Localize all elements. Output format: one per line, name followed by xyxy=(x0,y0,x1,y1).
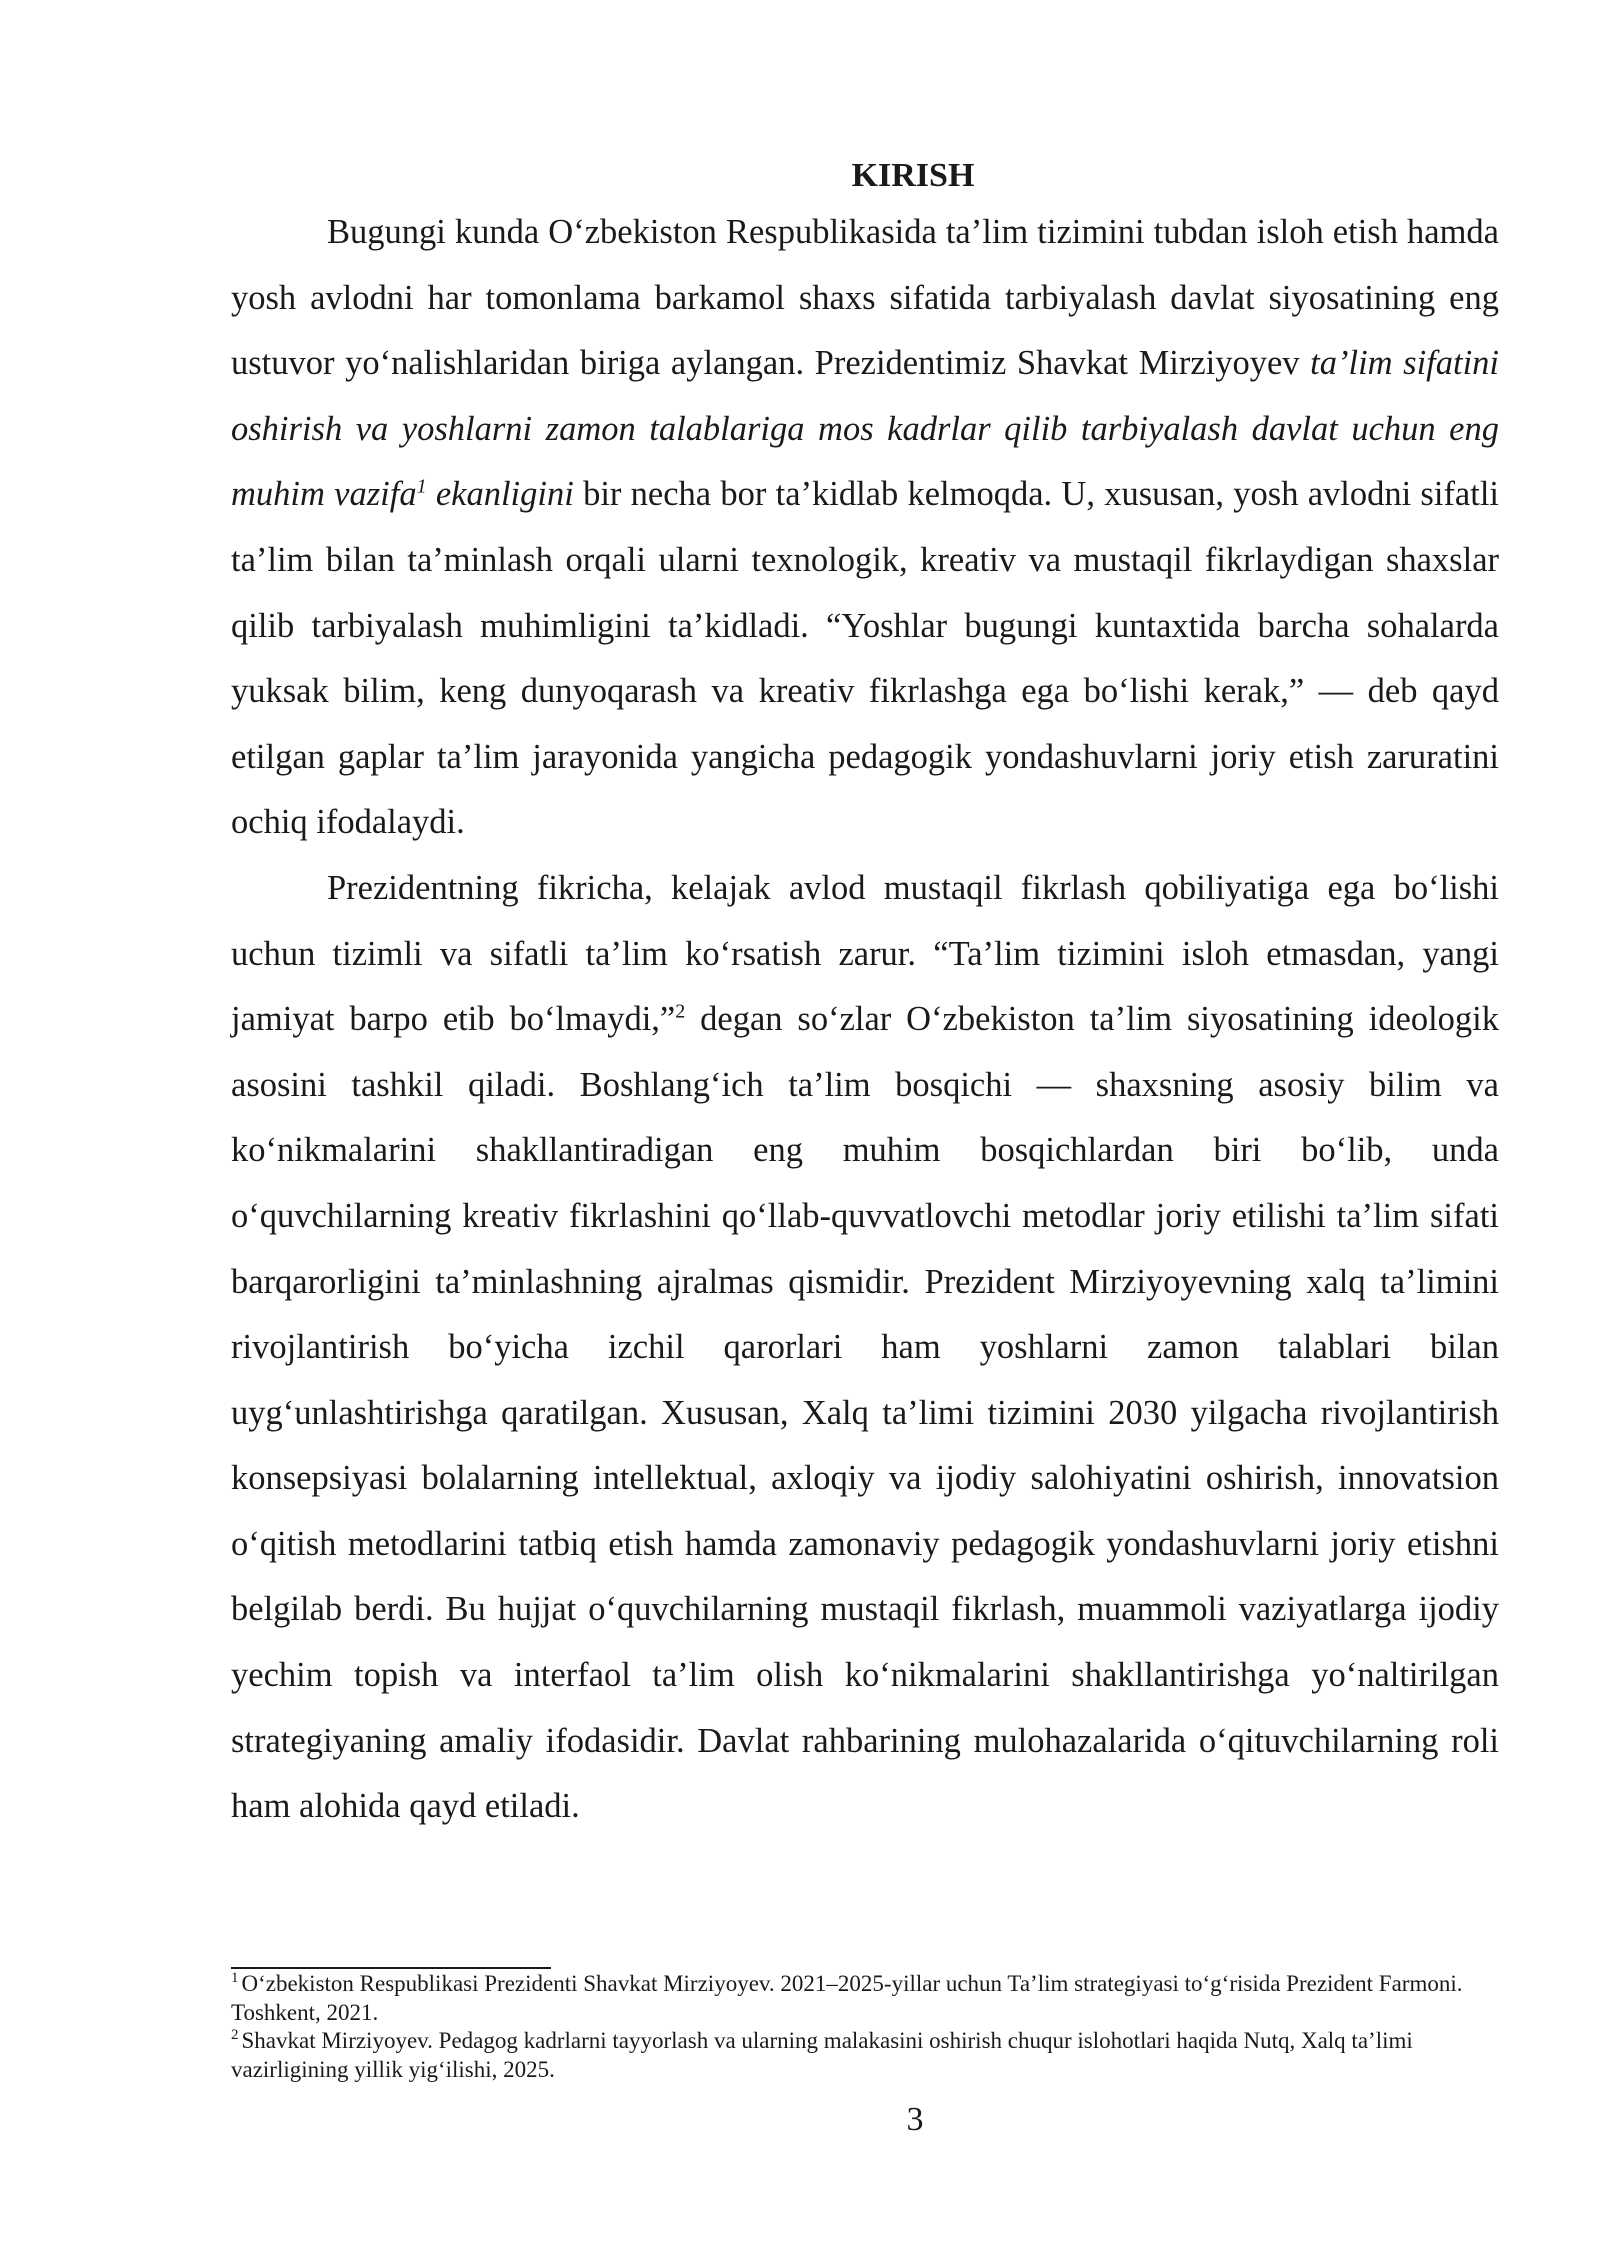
footnote-2 xyxy=(231,2027,1499,2084)
paragraph-1-text-b: bir necha bor ta’kidlab kelmoqda. U, xususan, yosh avlodni sifatli ta’lim bilan ta’minlash orqali ularni texnologik, kreativ va mustaqil fikrlaydigan shaxslar qilib tarbiyalash muhimligini ta’kidladi. “Yoshlar bugungi kuntaxtida barcha sohalarda yuksak bilim, keng dunyoqarash va kreativ fikrlashga ega bo‘lishi kerak,” — deb qayd etilgan gaplar ta’lim jarayonida yangicha pedagogik yondashuvlarni joriy etish zaruratini ochiq ifodalaydi. xyxy=(231,475,1500,842)
paragraph-1-text-a: Bugungi kunda O‘zbekiston Respublikasida ta’lim tizimini tubdan isloh etish hamda yosh avlodni har tomonlama barkamol shaxs sifatida tarbiyalash davlat siyosatining eng ustuvor yo‘nalishlaridan biriga aylangan. Prezidentimiz Shavkat Mirziyoyev xyxy=(231,213,1499,383)
footnote-ref-1[interactable]: 1 xyxy=(416,475,427,498)
page-number: 3 xyxy=(906,2101,924,2138)
footnote-separator xyxy=(231,1967,551,1969)
body-text xyxy=(231,152,1499,1840)
paragraph-2 xyxy=(231,856,1499,1840)
footnote-1 xyxy=(231,1970,1499,2027)
paragraph-2-text-b: degan so‘zlar O‘zbekiston ta’lim siyosatining ideologik asosini tashkil qiladi. Boshlang‘ich ta’lim bosqichi — shaxsning asosiy bilim va ko‘nikmalarini shakllantiradigan eng muhim bosqichlardan biri bo‘lib, unda o‘quvchilarning kreativ fikrlashini qo‘llab-quvvatlovchi metodlar joriy etilishi ta’lim sifati barqarorligini ta’minlashning ajralmas qismidir. Prezident Mirziyoyevning xalq ta’limini rivojlantirish bo‘yicha izchil qarorlari ham yoshlarni zamon talablari bilan uyg‘unlashtirishga qaratilgan. Xususan, Xalq ta’limi tizimini 2030 yilgacha rivojlantirish konsepsiyasi bolalarning intellektual, axloqiy va ijodiy salohiyatini oshirish, innovatsion o‘qitish metodlarini tatbiq etish hamda zamonaviy pedagogik yondashuvlarni joriy etishni belgilab berdi. Bu hujjat o‘quvchilarning mustaqil fikrlash, muammoli vaziyatlarga ijodiy yechim topish va interfaol ta’lim olish ko‘nikmalarini shakllantirishga yo‘naltirilgan strategiyaning amaliy ifodasidir. Davlat rahbarining mulohazalarida o‘qituvchilarning roli ham alohida qayd etiladi. xyxy=(231,1000,1499,1826)
paragraph-1-italic-a: ta’lim sifatini oshirish va yoshlarni zamon talablariga mos kadrlar qilib tarbiyalash davlat uchun eng muhim vazifa xyxy=(231,344,1500,514)
footnote-ref-2[interactable]: 2 xyxy=(675,1000,686,1023)
footnote-mark-2: 2 xyxy=(231,2027,239,2044)
paragraph-1 xyxy=(231,200,1499,856)
paragraph-1-italic-b: ekanligini xyxy=(426,475,574,514)
footnote-mark-1: 1 xyxy=(231,1970,239,1987)
footnote-text-1: O‘zbekiston Respublikasi Prezidenti Shavkat Mirziyoyev. 2021–2025-yillar uchun Ta’lim strategiyasi to‘g‘risida Prezident Farmoni. Toshkent, 2021. xyxy=(231,1971,1463,2025)
section-heading: KIRISH xyxy=(851,157,975,194)
paragraph-2-text-a: Prezidentning fikricha, kelajak avlod mustaqil fikrlash qobiliyatiga ega bo‘lishi uchun tizimli va sifatli ta’lim ko‘rsatish zarur. “Ta’lim tizimini isloh etmasdan, yangi jamiyat barpo etib bo‘lmaydi,” xyxy=(231,868,1499,1039)
footnotes xyxy=(231,1970,1499,2084)
footnote-text-2: Shavkat Mirziyoyev. Pedagog kadrlarni tayyorlash va ularning malakasini oshirish chuqur islohotlari haqida Nutq, Xalq ta’limi vazirligining yillik yig‘ilishi, 2025. xyxy=(231,2028,1413,2082)
